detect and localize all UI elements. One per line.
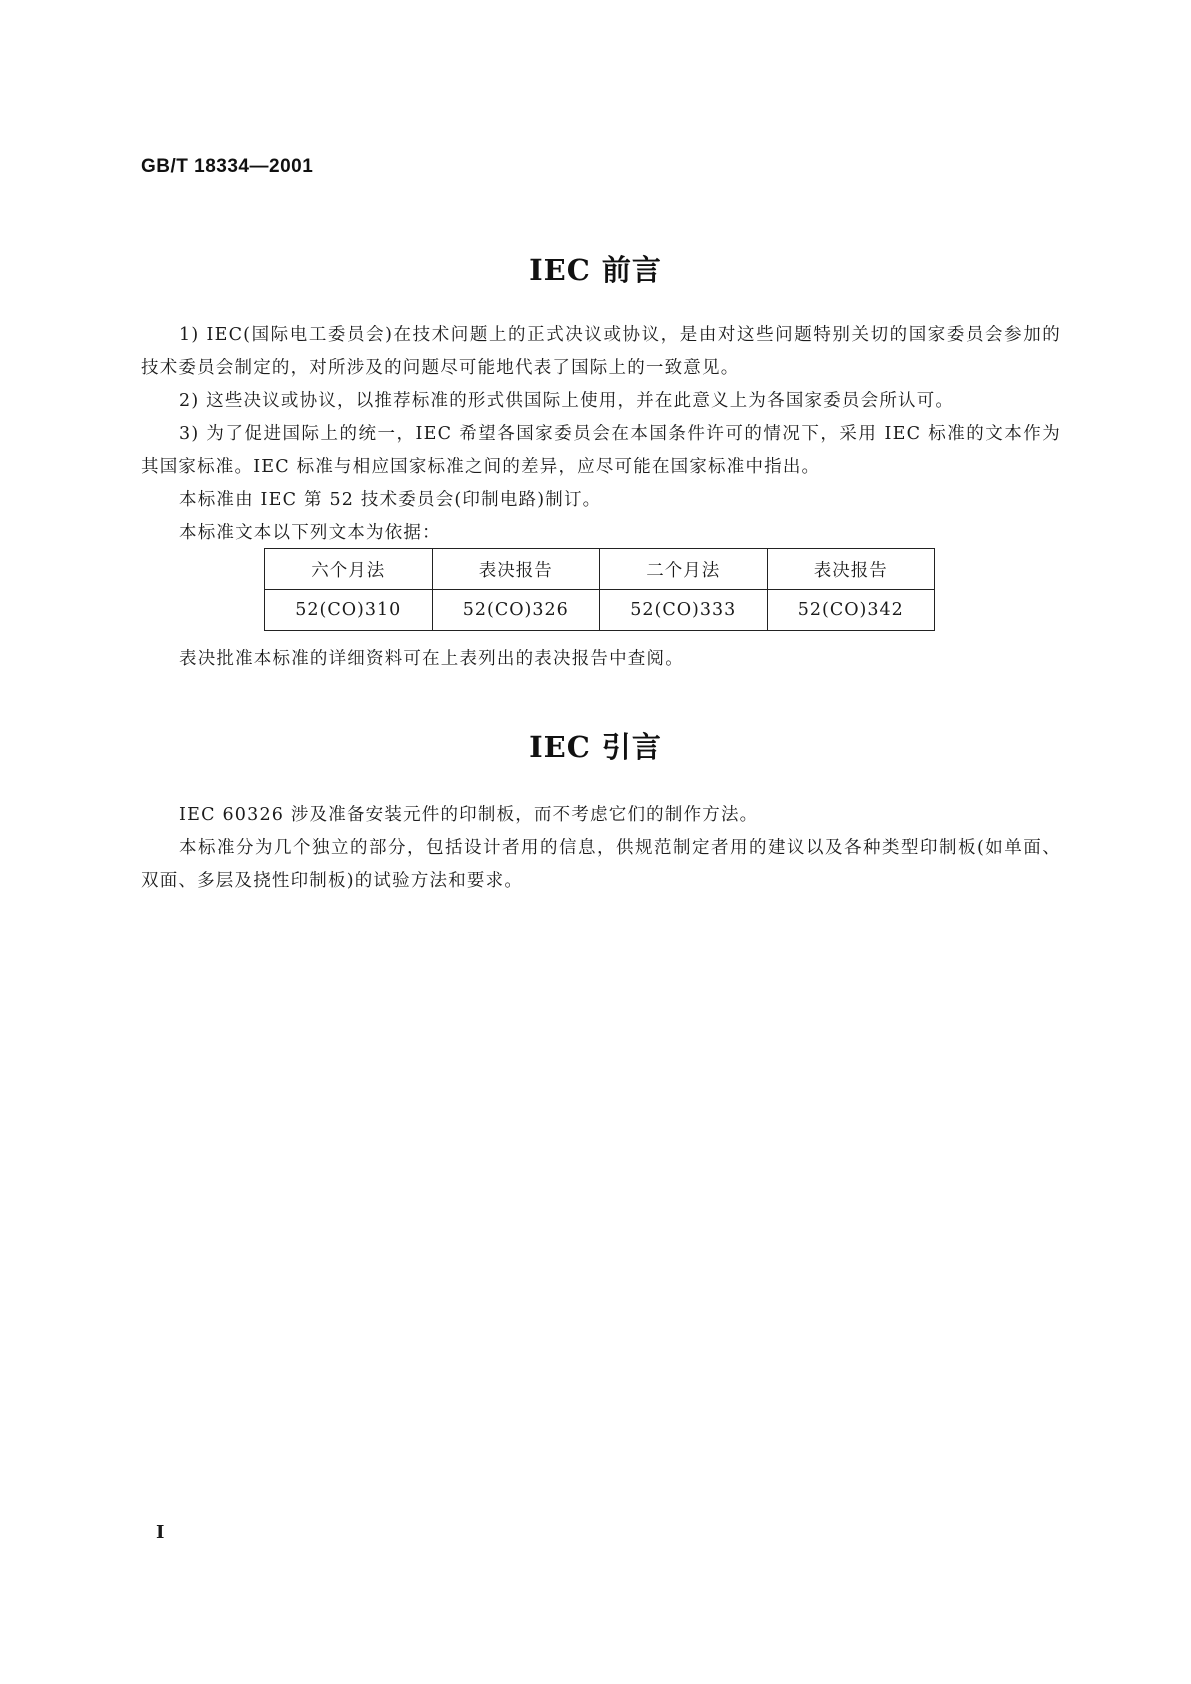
ballot-table: [264, 548, 935, 631]
table-cell: 52(CO)326: [432, 590, 600, 631]
introduction-paragraph-2: 本标准分为几个独立的部分，包括设计者用的信息，供规范制定者用的建议以及各种类型印制板(如单面、双面、多层及挠性印制板)的试验方法和要求。: [141, 838, 1061, 891]
standard-code: GB/T 18334—2001: [141, 156, 314, 177]
foreword-paragraph-6: 表决批准本标准的详细资料可在上表列出的表决报告中查阅。: [179, 649, 684, 669]
foreword-paragraph-3: 3) 为了促进国际上的统一，IEC 希望各国家委员会在本国条件许可的情况下，采用 IEC 标准的文本作为其国家标准。IEC 标准与相应国家标准之间的差异，应尽可能在国家标准中指出。: [141, 424, 1061, 477]
table-header-cell: 二个月法: [600, 549, 768, 590]
introduction-title: IEC 引言: [529, 730, 662, 764]
table-header-cell: 六个月法: [265, 549, 433, 590]
foreword-paragraph-1: 1) IEC(国际电工委员会)在技术问题上的正式决议或协议，是由对这些问题特别关切的国家委员会参加的技术委员会制定的，对所涉及的问题尽可能地代表了国际上的一致意见。: [141, 325, 1061, 378]
table-cell: 52(CO)333: [600, 590, 768, 631]
foreword-paragraph-4: 本标准由 IEC 第 52 技术委员会(印制电路)制订。: [179, 490, 602, 510]
page-number: I: [156, 1522, 165, 1543]
foreword-paragraph-5: 本标准文本以下列文本为依据：: [179, 523, 441, 543]
table-cell: 52(CO)310: [265, 590, 433, 631]
table-header-row: [265, 549, 935, 590]
table-header-cell: 表决报告: [432, 549, 600, 590]
foreword-title: IEC 前言: [529, 253, 662, 287]
foreword-paragraph-2: 2) 这些决议或协议，以推荐标准的形式供国际上使用，并在此意义上为各国家委员会所认可。: [179, 391, 955, 411]
table-header-cell: 表决报告: [767, 549, 935, 590]
table-row: [265, 590, 935, 631]
table-cell: 52(CO)342: [767, 590, 935, 631]
introduction-paragraph-1: IEC 60326 涉及准备安装元件的印制板，而不考虑它们的制作方法。: [179, 805, 759, 825]
